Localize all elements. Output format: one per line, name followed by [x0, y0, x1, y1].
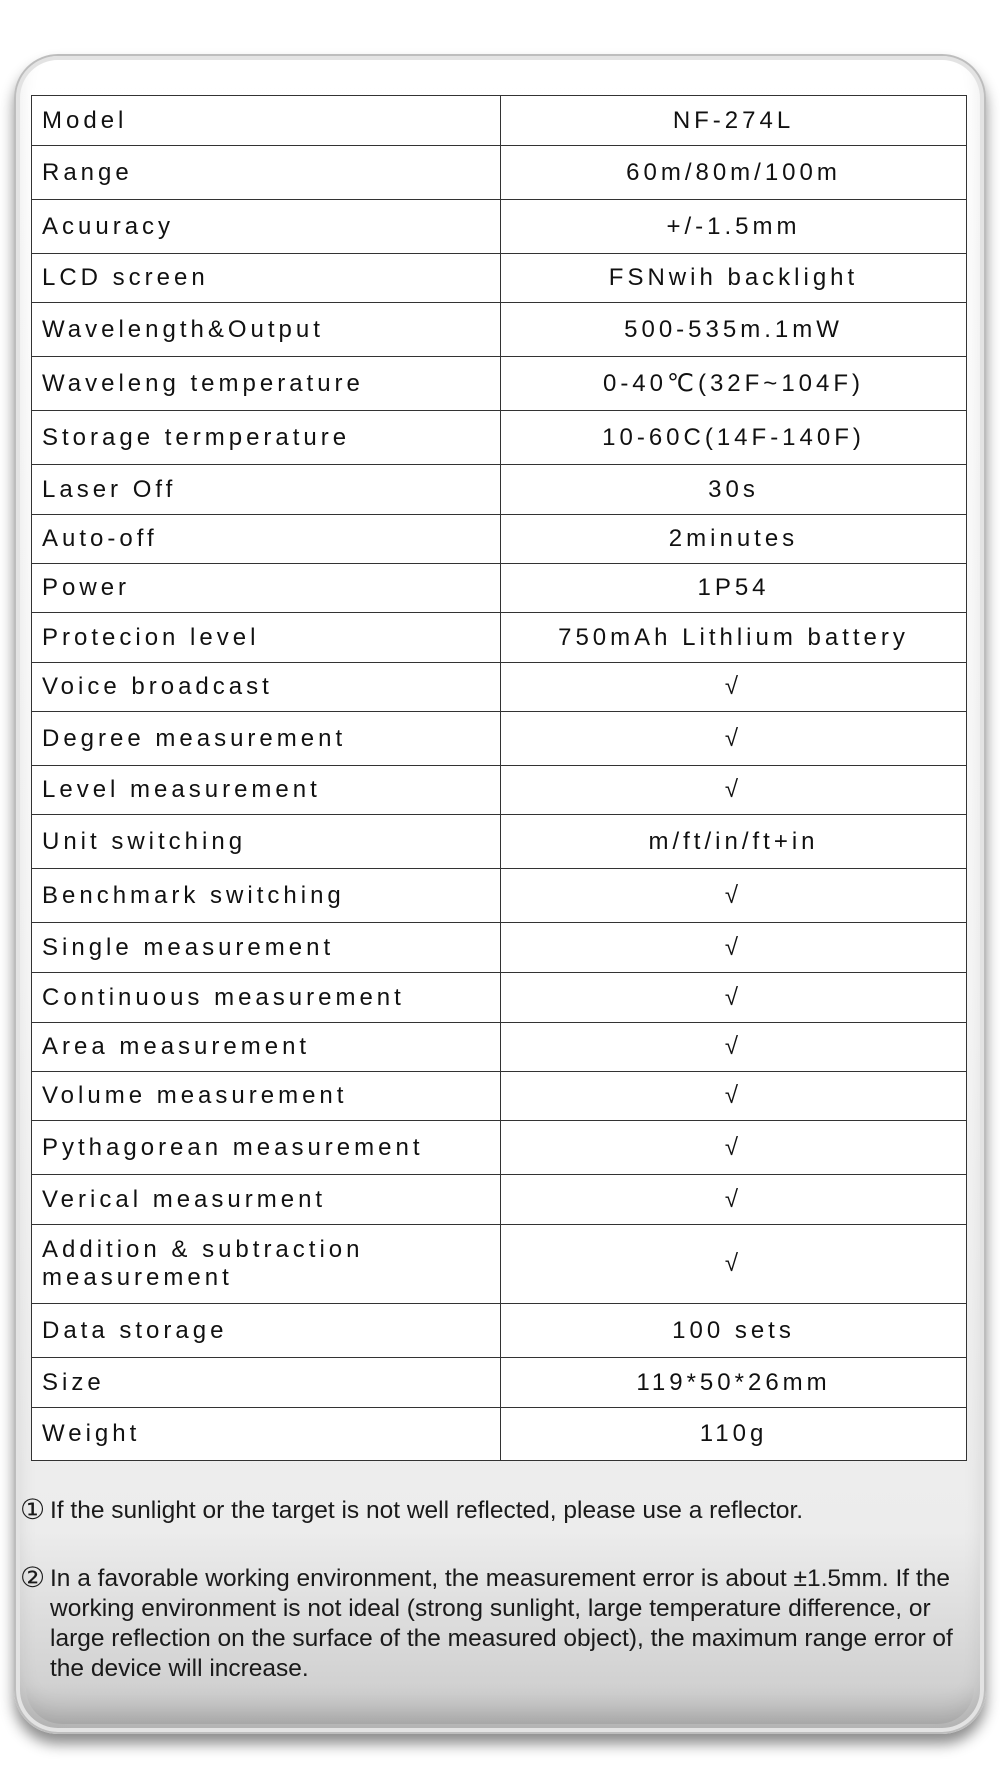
spec-value: 0-40℃(32F~104F)	[501, 357, 967, 411]
spec-row	[32, 200, 967, 254]
spec-value: 500-535m.1mW	[501, 303, 967, 357]
spec-value-check-icon: √	[501, 923, 967, 973]
note-1-marker: ①	[20, 1493, 46, 1526]
spec-row	[32, 146, 967, 200]
spec-label: Wavelength&Output	[32, 303, 501, 357]
spec-value-check-icon: √	[501, 1023, 967, 1072]
spec-label: Size	[32, 1358, 501, 1408]
spec-row	[32, 303, 967, 357]
spec-value-check-icon: √	[501, 973, 967, 1023]
spec-label: Area measurement	[32, 1023, 501, 1072]
spec-label: Benchmark switching	[32, 869, 501, 923]
spec-label: Continuous measurement	[32, 973, 501, 1023]
spec-value-check-icon: √	[501, 1072, 967, 1121]
spec-value-check-icon: √	[501, 869, 967, 923]
spec-value: 2minutes	[501, 515, 967, 564]
spec-label: Level measurement	[32, 766, 501, 815]
spec-label: Single measurement	[32, 923, 501, 973]
spec-row	[32, 712, 967, 766]
spec-value-check-icon: √	[501, 1225, 967, 1304]
note-2-marker: ②	[20, 1561, 46, 1594]
spec-row	[32, 1121, 967, 1175]
spec-row	[32, 465, 967, 515]
spec-row	[32, 1408, 967, 1461]
spec-row	[32, 254, 967, 303]
note-2-text: In a favorable working environment, the measurement error is about ±1.5mm. If the working environment is not ideal (strong sunlight, large temperature difference, or large reflection on the surface of the measured object), the maximum range error of the device will increase.	[50, 1565, 953, 1682]
spec-row	[32, 515, 967, 564]
spec-value: 100 sets	[501, 1304, 967, 1358]
spec-label: Addition & subtraction measurement	[32, 1225, 501, 1304]
note-1-text: If the sunlight or the target is not well reflected, please use a reflector.	[50, 1497, 804, 1524]
spec-row	[32, 1225, 967, 1304]
spec-value: m/ft/in/ft+in	[501, 815, 967, 869]
spec-row	[32, 663, 967, 712]
spec-value-check-icon: √	[501, 766, 967, 815]
spec-label: Data storage	[32, 1304, 501, 1358]
spec-label: Weight	[32, 1408, 501, 1461]
spec-label: Waveleng temperature	[32, 357, 501, 411]
spec-label: Storage termperature	[32, 411, 501, 465]
spec-label: Pythagorean measurement	[32, 1121, 501, 1175]
spec-label: Model	[32, 96, 501, 146]
spec-value: 750mAh Lithlium battery	[501, 613, 967, 663]
spec-label: Range	[32, 146, 501, 200]
spec-row	[32, 1072, 967, 1121]
spec-value: 30s	[501, 465, 967, 515]
spec-row	[32, 411, 967, 465]
spec-row	[32, 869, 967, 923]
spec-row	[32, 1175, 967, 1225]
spec-label: Voice broadcast	[32, 663, 501, 712]
notes-section	[20, 1493, 982, 1684]
spec-label: Verical measurment	[32, 1175, 501, 1225]
spec-label: Acuuracy	[32, 200, 501, 254]
spec-value: +/-1.5mm	[501, 200, 967, 254]
spec-row	[32, 1358, 967, 1408]
spec-table-body	[32, 96, 967, 1461]
spec-table	[31, 95, 967, 1461]
spec-row	[32, 96, 967, 146]
spec-value-check-icon: √	[501, 663, 967, 712]
spec-row	[32, 357, 967, 411]
spec-value-check-icon: √	[501, 712, 967, 766]
spec-value: 60m/80m/100m	[501, 146, 967, 200]
spec-label: Unit switching	[32, 815, 501, 869]
spec-value: 10-60C(14F-140F)	[501, 411, 967, 465]
spec-value: 1P54	[501, 564, 967, 613]
spec-value: NF-274L	[501, 96, 967, 146]
note-2	[20, 1561, 982, 1684]
spec-label: LCD screen	[32, 254, 501, 303]
spec-row	[32, 815, 967, 869]
spec-row	[32, 923, 967, 973]
spec-row	[32, 766, 967, 815]
spec-row	[32, 564, 967, 613]
spec-label: Power	[32, 564, 501, 613]
spec-label: Auto-off	[32, 515, 501, 564]
spec-label: Laser Off	[32, 465, 501, 515]
spec-row	[32, 1304, 967, 1358]
spec-label: Protecion level	[32, 613, 501, 663]
spec-value: 119*50*26mm	[501, 1358, 967, 1408]
note-1	[20, 1493, 982, 1526]
spec-label: Degree measurement	[32, 712, 501, 766]
spec-value: FSNwih backlight	[501, 254, 967, 303]
spec-value-check-icon: √	[501, 1121, 967, 1175]
spec-row	[32, 613, 967, 663]
spec-value: 110g	[501, 1408, 967, 1461]
spec-row	[32, 1023, 967, 1072]
spec-row	[32, 973, 967, 1023]
spec-value-check-icon: √	[501, 1175, 967, 1225]
spec-label: Volume measurement	[32, 1072, 501, 1121]
